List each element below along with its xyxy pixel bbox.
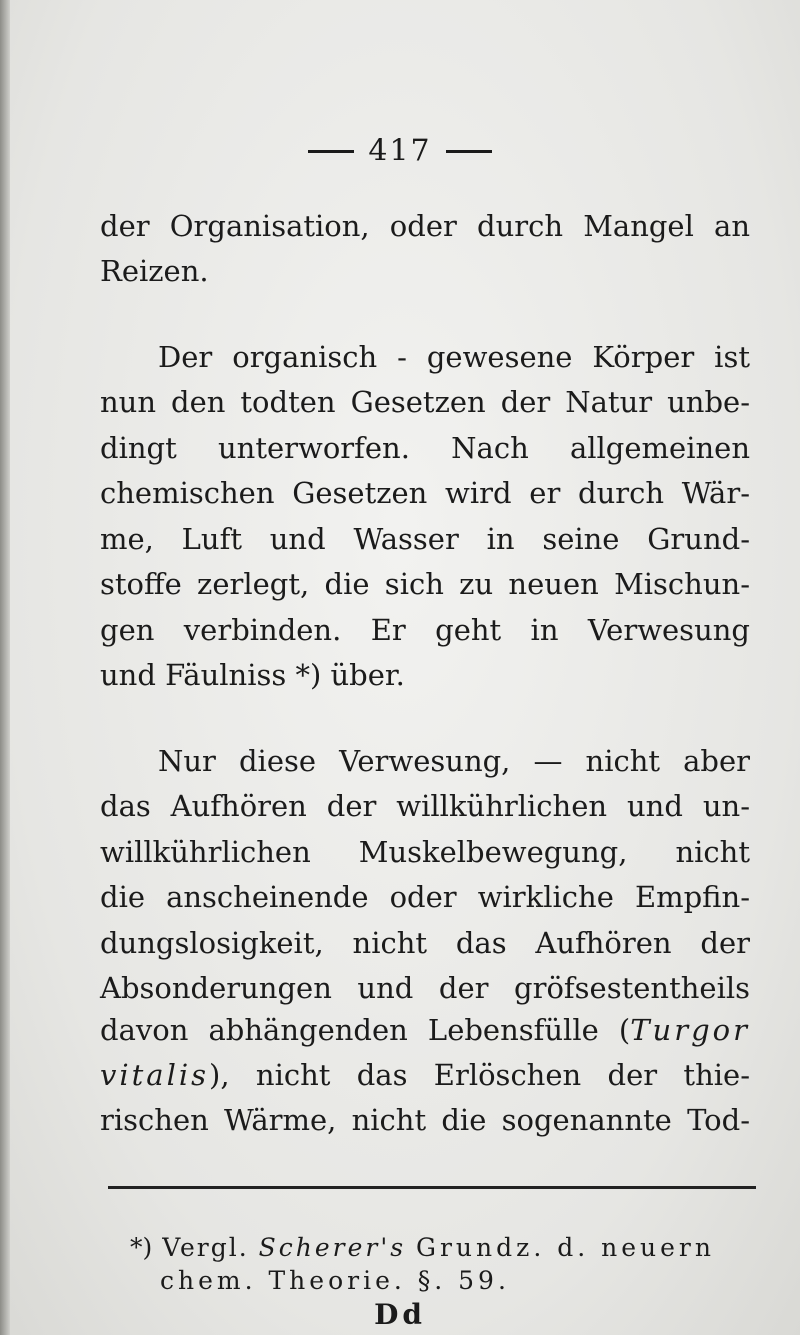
text-line: me, Luft und Wasser in seine Grund- [100, 522, 750, 556]
text-line: dungslosigkeit, nicht das Aufhören der [100, 926, 750, 960]
text-line: das Aufhören der willkührlichen und un- [100, 789, 750, 823]
footnote-text: chem. Theorie. §. 59. [160, 1266, 510, 1295]
text-line: gen verbinden. Er geht in Verwesung [100, 613, 750, 647]
header-dash-left [308, 150, 354, 153]
footnote-author: Scherer's [258, 1233, 407, 1262]
italic-term: Turgor [630, 1013, 750, 1047]
text-line [100, 1057, 750, 1093]
text-line: Nur diese Verwesung, — nicht aber [158, 744, 750, 778]
signature-mark: Dd [374, 1298, 426, 1331]
text-line: die anscheinende oder wirkliche Empfin- [100, 880, 750, 914]
text-line [100, 1012, 750, 1048]
text-line: stoffe zerlegt, die sich zu neuen Mischun- [100, 567, 750, 601]
text-line: Absonderungen und der gröfsestentheils [100, 971, 750, 1005]
footnote-mark: *) [130, 1233, 153, 1262]
footnote-text: Vergl. [162, 1233, 249, 1262]
footnote-rule [108, 1186, 756, 1189]
text-line: dingt unterworfen. Nach allgemeinen [100, 431, 750, 465]
text-line: Reizen. [100, 254, 209, 288]
text-line: chemischen Gesetzen wird er durch Wär- [100, 476, 750, 510]
text-segment: ), nicht das Erlöschen der thie- [209, 1058, 750, 1092]
header-dash-right [446, 150, 492, 153]
text-segment: davon abhängenden Lebensfülle ( [100, 1013, 631, 1047]
italic-term: vitalis [100, 1058, 210, 1092]
text-line: Der organisch - gewesene Körper ist [158, 340, 750, 374]
footnote-line [130, 1232, 760, 1264]
footnote-line [160, 1265, 790, 1297]
page-number: 417 [368, 133, 432, 169]
text-line: und Fäulniss *) über. [100, 658, 405, 692]
page-header [0, 132, 800, 169]
footnote-title: Grundz. d. neuern [416, 1233, 715, 1262]
text-line: nun den todten Gesetzen der Natur unbe- [100, 385, 750, 419]
text-line: der Organisation, oder durch Mangel an [100, 209, 750, 243]
text-line: rischen Wärme, nicht die sogenannte Tod- [100, 1103, 750, 1137]
page-edge-shadow [0, 0, 10, 1335]
text-line: willkührlichen Muskelbewegung, nicht [100, 835, 750, 869]
